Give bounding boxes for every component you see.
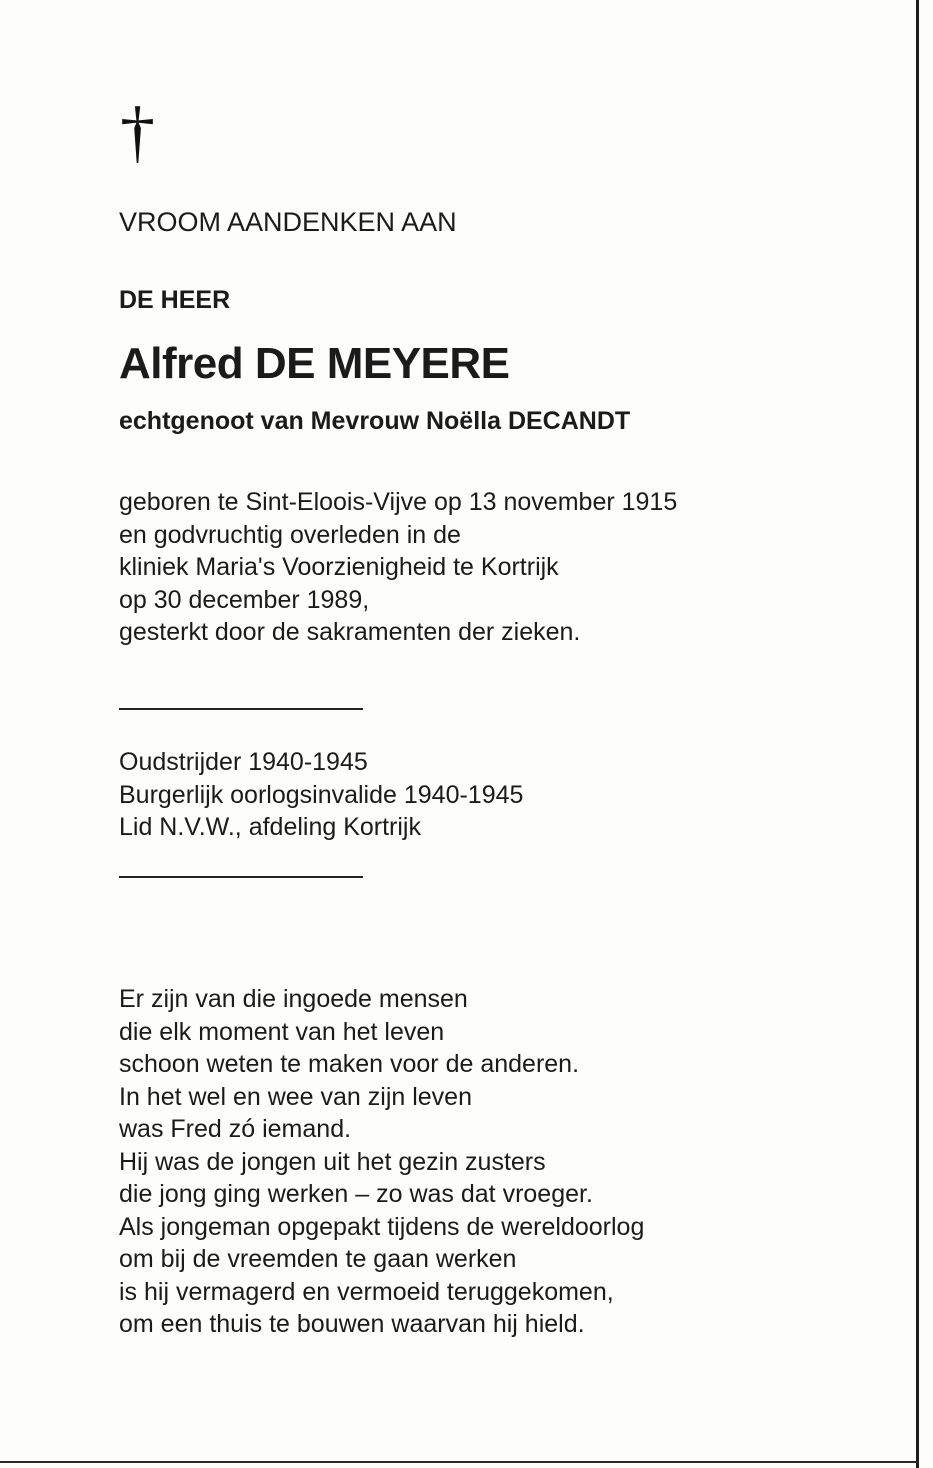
- poem-line: Er zijn van die ingoede mensen: [119, 985, 468, 1013]
- cross-icon: †: [120, 94, 155, 171]
- poem-line: Hij was de jongen uit het gezin zusters: [119, 1147, 546, 1176]
- poem-line: Als jongeman opgepakt tijdens de wereldoorlog: [119, 1212, 645, 1241]
- card-right-edge: [916, 0, 919, 1468]
- service-line: Oudstrijder 1940-1945: [119, 748, 368, 776]
- honorific-title: DE HEER: [119, 286, 231, 314]
- birth-death-line: en godvruchtig overleden in de: [119, 520, 461, 549]
- divider-rule: [119, 708, 363, 710]
- divider-rule: [119, 876, 363, 878]
- birth-death-line: geboren te Sint-Eloois-Vijve op 13 november 1915: [119, 488, 678, 516]
- poem-line: die jong ging werken – zo was dat vroeger.: [119, 1180, 593, 1208]
- poem-line: In het wel en wee van zijn leven: [119, 1082, 472, 1111]
- poem-line: die elk moment van het leven: [119, 1017, 445, 1046]
- poem-line: om bij de vreemden te gaan werken: [119, 1245, 517, 1273]
- poem-line: om een thuis te bouwen waarvan hij hield.: [119, 1310, 585, 1338]
- spouse-line: echtgenoot van Mevrouw Noëlla DECANDT: [119, 407, 631, 435]
- birth-death-paragraph: [119, 486, 677, 649]
- deceased-name: Alfred DE MEYERE: [119, 339, 510, 388]
- poem-line: schoon weten te maken voor de anderen.: [119, 1050, 580, 1078]
- birth-death-line: gesterkt door de sakramenten der zieken.: [119, 618, 581, 646]
- memorial-poem: [119, 983, 644, 1341]
- card-bottom-edge: [0, 1461, 919, 1463]
- service-line: Lid N.V.W., afdeling Kortrijk: [119, 813, 421, 841]
- service-line: Burgerlijk oorlogsinvalide 1940-1945: [119, 780, 524, 809]
- card-heading: VROOM AANDENKEN AAN: [119, 207, 457, 237]
- birth-death-line: op 30 december 1989,: [119, 585, 370, 614]
- service-record: [119, 746, 523, 844]
- poem-line: is hij vermagerd en vermoeid teruggekomen,: [119, 1277, 614, 1306]
- birth-death-line: kliniek Maria's Voorzienigheid te Kortrijk: [119, 553, 559, 581]
- poem-line: was Fred zó iemand.: [119, 1115, 352, 1143]
